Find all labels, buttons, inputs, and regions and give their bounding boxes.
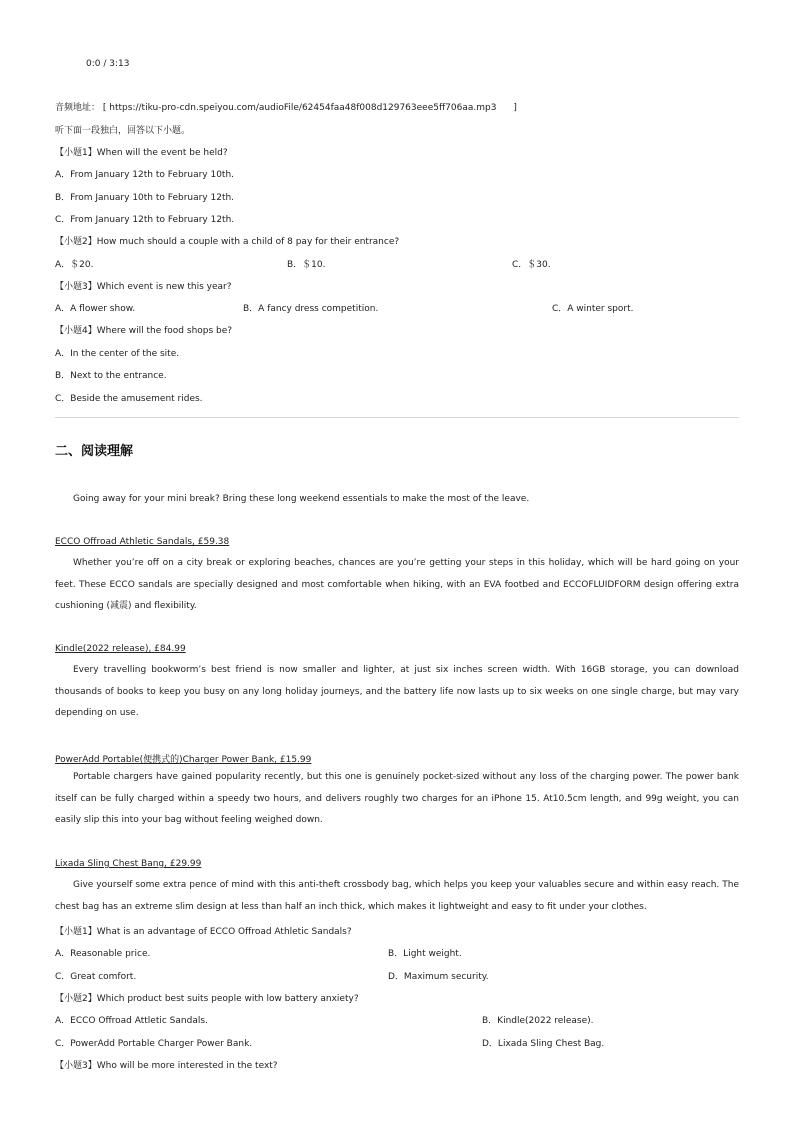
- product-body-kindle: Every travelling bookworm’s best friend is now smaller and lighter, at just six inches screen width. With 16GB storage, you can download thousands of books to keep you busy on any long holiday journeys, and the battery life now lasts up to six weeks on one single charge, but may vary depending on use.: [55, 665, 739, 718]
- reading-q2-stem: 【小题2】Which product best suits people with low battery anxiety?: [55, 994, 359, 1004]
- listening-q2-option-b[interactable]: B．＄10.: [287, 260, 326, 270]
- listening-q3-stem: 【小题3】Which event is new this year?: [55, 282, 232, 292]
- reading-q3-stem: 【小题3】Who will be more interested in the text?: [55, 1061, 278, 1071]
- product-heading-poweradd: PowerAdd Portable(便携式的)Charger Power Bank, £15.99: [55, 755, 312, 765]
- listening-q1-option-c[interactable]: C．From January 12th to February 12th.: [55, 215, 235, 225]
- listening-q3-option-b[interactable]: B．A fancy dress competition.: [243, 304, 379, 314]
- listening-q2-stem: 【小题2】How much should a couple with a child of 8 pay for their entrance?: [55, 237, 400, 247]
- listening-q1-option-b[interactable]: B．From January 10th to February 12th.: [55, 193, 235, 203]
- reading-q2-option-b[interactable]: B．Kindle(2022 release).: [482, 1016, 594, 1026]
- listening-q2-option-c[interactable]: C．＄30.: [512, 260, 551, 270]
- reading-q1-option-a[interactable]: A．Reasonable price.: [55, 949, 151, 959]
- reading-q1-stem: 【小题1】What is an advantage of ECCO Offroad Athletic Sandals?: [55, 927, 352, 937]
- audio-url-close: ]: [513, 103, 517, 113]
- reading-q2-option-d[interactable]: D．Lixada Sling Chest Bag.: [482, 1039, 605, 1049]
- listening-q3-option-c[interactable]: C．A winter sport.: [552, 304, 634, 314]
- audio-url-line: [55, 100, 517, 113]
- reading-intro: Going away for your mini break? Bring these long weekend essentials to make the most of the leave.: [73, 494, 530, 504]
- reading-q2-option-c[interactable]: C．PowerAdd Portable Charger Power Bank.: [55, 1039, 253, 1049]
- section-divider: [55, 417, 739, 418]
- reading-q1-option-c[interactable]: C．Great comfort.: [55, 972, 137, 982]
- product-body-lixada: Give yourself some extra pence of mind with this anti-theft crossbody bag, which helps you keep your valuables secure and within easy reach. The chest bag has an extreme slim design at less than half an inch thick, which makes it lightweight and easy to fit under your clothes.: [55, 880, 739, 912]
- listening-q2-option-a[interactable]: A．＄20.: [55, 260, 94, 270]
- listening-q4-stem: 【小题4】Where will the food shops be?: [55, 326, 233, 336]
- section-title: 二、阅读理解: [55, 444, 134, 459]
- listening-q4-option-c[interactable]: C．Beside the amusement rides.: [55, 394, 203, 404]
- reading-q1-option-b[interactable]: B．Light weight.: [388, 949, 462, 959]
- listening-q3-option-a[interactable]: A．A flower show.: [55, 304, 136, 314]
- product-body-poweradd: Portable chargers have gained popularity recently, but this one is genuinely pocket-sized without any loss of the charging power. The power bank itself can be fully charged within a speedy two hours, and delivers roughly two charges for an iPhone 15. At10.5cm length, and 99g weight, you can easily slip this into your bag without feeling weighed down.: [55, 772, 739, 825]
- audio-url-link[interactable]: https://tiku-pro-cdn.speiyou.com/audioFile/62454faa48f008d129763eee5ff706aa.mp3: [109, 103, 497, 113]
- listening-instruction: 听下面一段独白，回答以下小题。: [55, 126, 191, 136]
- reading-q2-option-a[interactable]: A．ECCO Offroad Attletic Sandals.: [55, 1016, 208, 1026]
- listening-q1-stem: 【小题1】When will the event be held?: [55, 148, 228, 158]
- listening-q4-option-a[interactable]: A．In the center of the site.: [55, 349, 180, 359]
- product-heading-kindle: Kindle(2022 release), £84.99: [55, 644, 186, 654]
- product-body-ecco: Whether you’re off on a city break or exploring beaches, chances are you’re getting your steps in this holiday, which will be hard going on your feet. These ECCO sandals are specially designed and most comfortable when hiking, with an EVA footbed and ECCOFLUIDFORM design offering extra cushioning (减震) and flexibility.: [55, 558, 739, 611]
- product-heading-ecco: ECCO Offroad Athletic Sandals, £59.38: [55, 537, 230, 547]
- listening-q4-option-b[interactable]: B．Next to the entrance.: [55, 371, 167, 381]
- listening-q1-option-a[interactable]: A．From January 12th to February 10th.: [55, 170, 235, 180]
- product-heading-lixada: Lixada Sling Chest Bang, £29.99: [55, 859, 202, 869]
- audio-time: 0:0 / 3:13: [86, 59, 130, 69]
- reading-q1-option-d[interactable]: D．Maximum security.: [388, 972, 489, 982]
- audio-url-label: 音频地址：: [55, 103, 101, 113]
- audio-url-open: [: [102, 103, 107, 113]
